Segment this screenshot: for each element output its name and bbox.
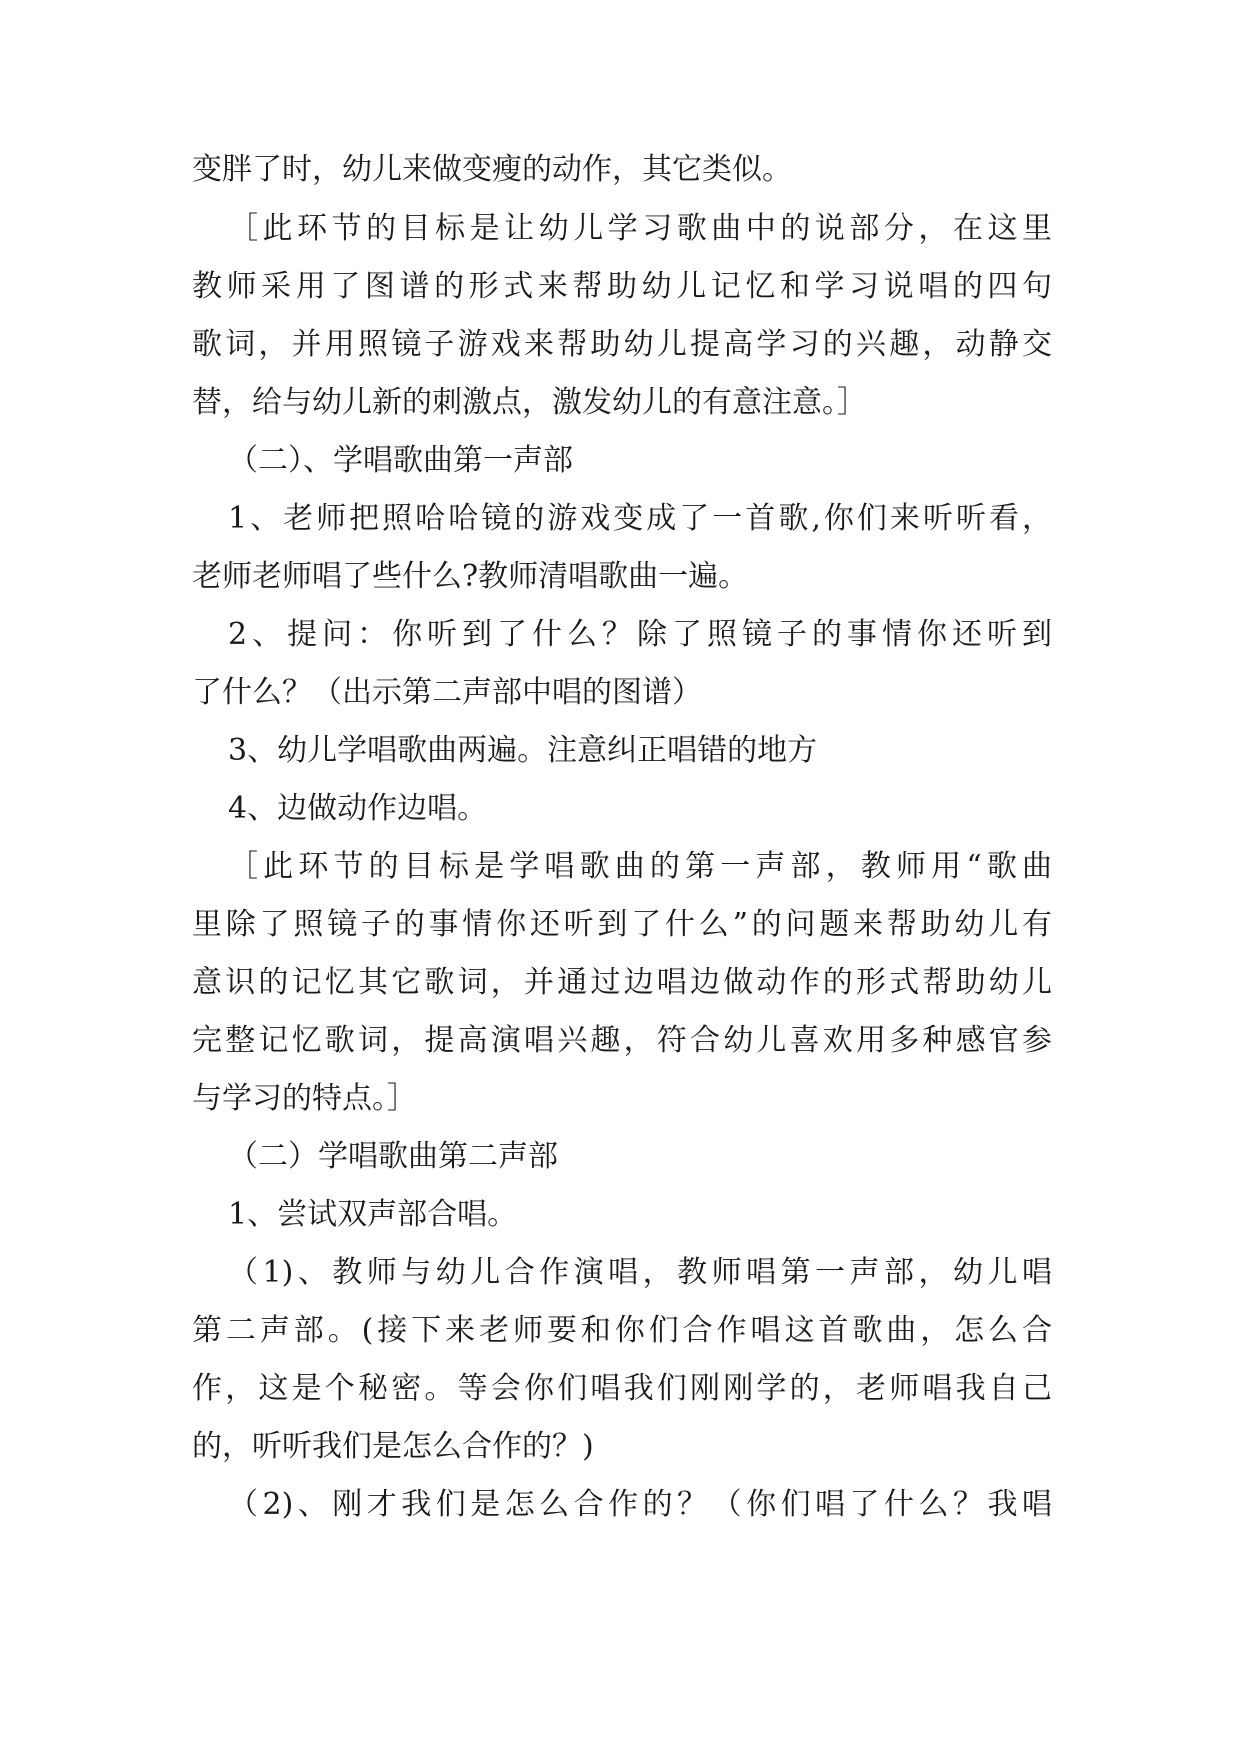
paragraph-line-17: 与学习的特点。］ xyxy=(192,1081,417,1116)
paragraph-line-11: 3、幼儿学唱歌曲两遍。注意纠正唱错的地方 xyxy=(228,733,818,768)
paragraph-line-23: 的，听听我们是怎么合作的？) xyxy=(192,1429,594,1464)
paragraph-line-7: 1、老师把照哈哈镜的游戏变成了一首歌,你们来听听看， xyxy=(228,501,1052,536)
paragraph-line-12: 4、边做动作边唱。 xyxy=(228,791,488,826)
paragraph-line-3: 教师采用了图谱的形式来帮助幼儿记忆和学习说唱的四句 xyxy=(192,269,1052,304)
paragraph-line-5: 替，给与幼儿新的刺激点，激发幼儿的有意注意。］ xyxy=(192,385,867,420)
paragraph-line-21: 第二声部。(接下来老师要和你们合作唱这首歌曲，怎么合 xyxy=(192,1313,1052,1348)
paragraph-line-4: 歌词，并用照镜子游戏来帮助幼儿提高学习的兴趣，动静交 xyxy=(192,327,1052,362)
paragraph-line-14: 里除了照镜子的事情你还听到了什么”的问题来帮助幼儿有 xyxy=(192,907,1052,942)
paragraph-line-16: 完整记忆歌词，提高演唱兴趣，符合幼儿喜欢用多种感官参 xyxy=(192,1023,1052,1058)
paragraph-line-19: 1、尝试双声部合唱。 xyxy=(228,1197,518,1232)
section-heading-1: （二）、学唱歌曲第一声部 xyxy=(228,443,573,478)
paragraph-line-2: ［此环节的目标是让幼儿学习歌曲中的说部分，在这里 xyxy=(228,211,1052,246)
paragraph-line-22: 作，这是个秘密。等会你们唱我们刚刚学的，老师唱我自己 xyxy=(192,1371,1052,1406)
paragraph-line-20: （1)、教师与幼儿合作演唱，教师唱第一声部，幼儿唱 xyxy=(228,1255,1052,1290)
paragraph-line-15: 意识的记忆其它歌词，并通过边唱边做动作的形式帮助幼儿 xyxy=(192,965,1052,1000)
paragraph-line-8: 老师老师唱了些什么?教师清唱歌曲一遍。 xyxy=(192,559,749,594)
paragraph-line-13: ［此环节的目标是学唱歌曲的第一声部，教师用“歌曲 xyxy=(228,849,1052,884)
paragraph-line-10: 了什么？（出示第二声部中唱的图谱） xyxy=(192,675,702,710)
paragraph-line-1: 变胖了时，幼儿来做变瘦的动作，其它类似。 xyxy=(192,152,792,187)
paragraph-line-9: 2、提问：你听到了什么？除了照镜子的事情你还听到 xyxy=(228,617,1052,652)
section-heading-2: （二）学唱歌曲第二声部 xyxy=(228,1139,558,1174)
paragraph-line-24: （2)、刚才我们是怎么合作的？（你们唱了什么？我唱 xyxy=(228,1487,1052,1522)
